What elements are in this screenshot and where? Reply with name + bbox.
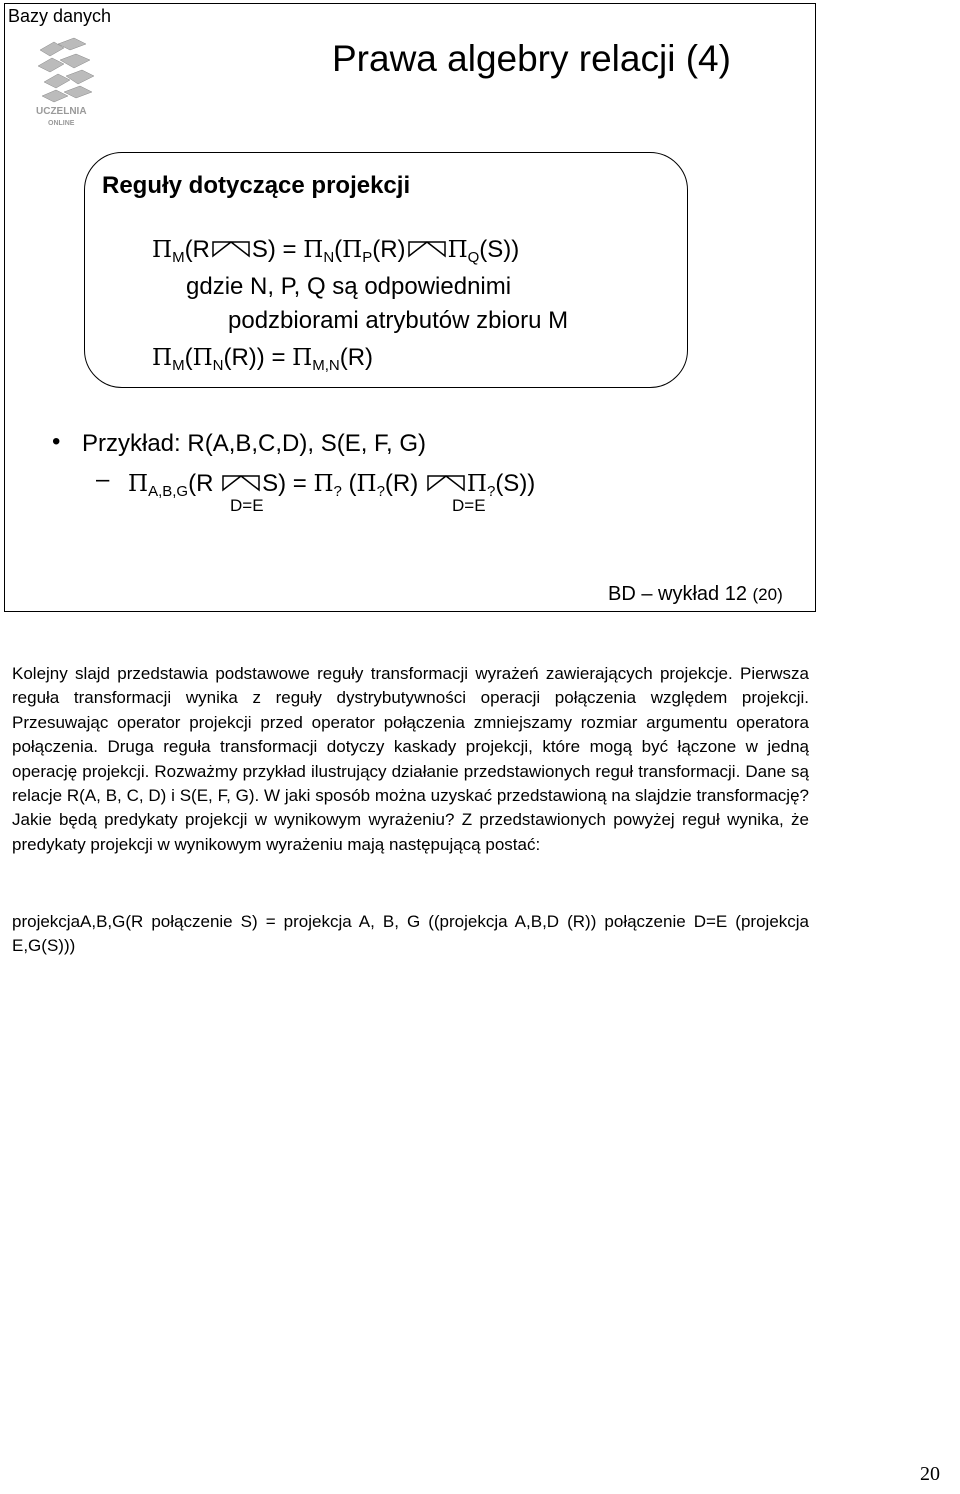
rule-1: $\Pi_M(R$ $S) = \Pi_N(\Pi_P(R)$ $\Pi_Q(S)$) [152, 236, 520, 266]
join-icon [425, 474, 467, 492]
svg-text:UCZELNIA: UCZELNIA [36, 106, 87, 117]
slide-footer: BD – wykład 12 (20) [608, 583, 783, 605]
svg-text:ONLINE: ONLINE [48, 120, 75, 127]
university-logo [34, 36, 98, 128]
rule-1-note-line2: podzbiorami atrybutów zbioru M [228, 307, 569, 334]
rules-heading: Reguły dotyczące projekcji [102, 172, 411, 199]
page-number: 20 [920, 1463, 940, 1485]
example-intro: Przykład: R(A,B,C,D), S(E, F, G) [82, 430, 427, 457]
notes-formula: projekcjaA,B,G(R połączenie S) = projekcja A, B, G ((projekcja A,B,D (R)) połączenie D=E (projekcja E,G(S))) [12, 912, 809, 956]
join-condition: D=E [230, 496, 264, 515]
dash-icon: – [96, 466, 110, 493]
rule-1-note-line1: gdzie N, P, Q są odpowiednimi [186, 273, 512, 300]
join-icon [220, 474, 262, 492]
join-condition: D=E [452, 496, 486, 515]
rule-2: $\Pi_M(\Pi_N(R)) = \Pi_{M,N}(R)$ [152, 344, 374, 374]
join-icon [406, 240, 448, 258]
notes-paragraph: Kolejny slajd przedstawia podstawowe reguły transformacji wyrażeń zawierających projekcje. Pierwsza reguła transformacji wynika z reguły dystrybutywności operacji połączenia względem projekcji. Przesuwając operator projekcji przed operator połączenia zmniejszamy rozmiar argumentu operatora połączenia. Druga reguła transformacji dotyczy kaskady projekcji, które mogą być łączone w jedną operację projekcji. Rozważmy przykład ilustrujący działanie przedstawionych reguł transformacji. Dane są relacje R(A, B, C, D) i S(E, F, G). W jaki sposób można uzyskać przedstawioną na slajdzie transformację? Jakie będą predykaty projekcji w wynikowym wyrażeniu? Z przedstawionych powyżej reguł wynika, że predykaty projekcji w wynikowym wyrażeniu mają następującą postać: [12, 664, 809, 854]
join-icon [210, 240, 252, 258]
header-label: Bazy danych [8, 6, 112, 26]
example-expression: $\Pi_{A,B,G}(R$ $S) = \Pi_?$ ($\Pi_?(R)$ $\Pi_?(S)$) [128, 470, 536, 500]
slide-title: Prawa algebry relacji (4) [332, 38, 731, 79]
bullet-icon: • [52, 428, 61, 455]
